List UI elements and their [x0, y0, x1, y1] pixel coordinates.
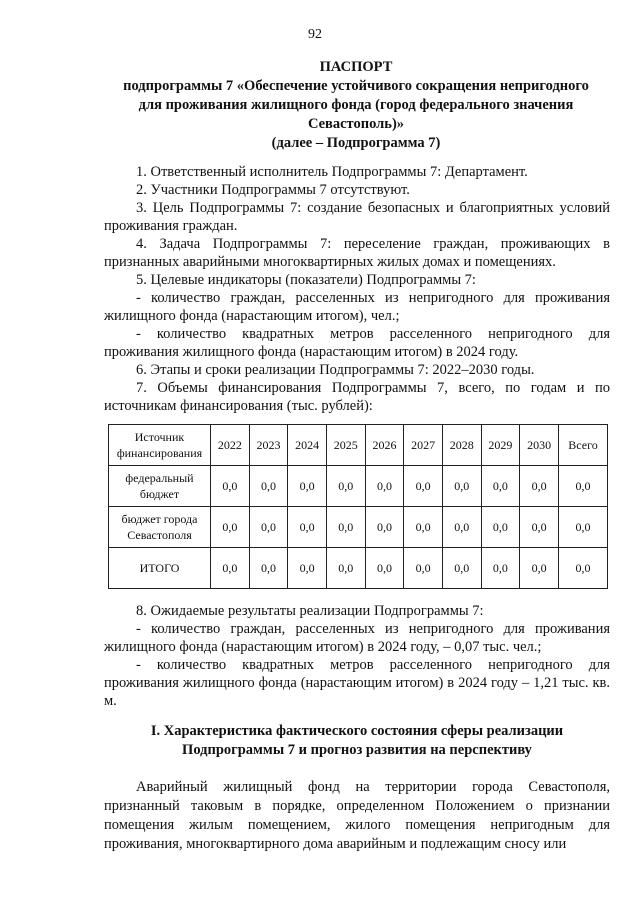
table-cell: 0,0: [520, 507, 559, 548]
item-2: 2. Участники Подпрограммы 7 отсутствуют.: [136, 182, 410, 198]
body-paragraph: Аварийный жилищный фонд на территории города Севастополя, признанный таковым в порядке, определенном Положением о признании помещения жилым помещением, жилого помещения непригодным для проживания, многоквартирного дома аварийным и подлежащим сносу или: [104, 779, 610, 852]
row-source: федеральный бюджет: [109, 466, 211, 507]
table-cell: 0,0: [326, 548, 365, 589]
item-8-result-a: - количество граждан, расселенных из непригодного для проживания жилищного фонда (нарастающим итогом) в 2024 году, – 0,07 тыс. чел.;: [104, 621, 610, 655]
table-cell: 0,0: [520, 466, 559, 507]
header-year-2030: 2030: [520, 425, 559, 466]
header-source: Источник финансирования: [109, 425, 211, 466]
item-4: 4. Задача Подпрограммы 7: переселение граждан, проживающих в признанных аварийными многоквартирных жилых домах и помещениях.: [104, 236, 610, 270]
table-cell: 0,0: [404, 466, 443, 507]
table-cell: 0,0: [249, 548, 288, 589]
row-source: бюджет города Севастополя: [109, 507, 211, 548]
title-line-2: подпрограммы 7 «Обеспечение устойчивого сокращения непригодного: [123, 78, 589, 94]
table-cell: 0,0: [249, 466, 288, 507]
table-cell: 0,0: [404, 548, 443, 589]
item-7: 7. Объемы финансирования Подпрограммы 7, всего, по годам и по источникам финансирования (тыс. рублей):: [104, 380, 610, 414]
table-cell-total: 0,0: [559, 466, 608, 507]
table-cell: 0,0: [288, 548, 327, 589]
table-cell: 0,0: [288, 507, 327, 548]
table-row: [109, 466, 608, 507]
table-cell: 0,0: [211, 548, 250, 589]
table-cell: 0,0: [326, 507, 365, 548]
section-heading: [104, 722, 610, 760]
table-cell: 0,0: [520, 548, 559, 589]
financing-table: [108, 424, 608, 589]
item-5-indicator-b: - количество квадратных метров расселенного непригодного для проживания жилищного фонда (нарастающим итогом) в 2024 году.: [104, 326, 610, 360]
item-8-result-b: - количество квадратных метров расселенного непригодного для проживания жилищного фонда (нарастающим итогом) в 2024 году – 1,21 тыс. кв. м.: [104, 657, 610, 709]
header-year-2027: 2027: [404, 425, 443, 466]
table-cell: 0,0: [365, 466, 404, 507]
header-year-2022: 2022: [211, 425, 250, 466]
header-year-2028: 2028: [442, 425, 481, 466]
table-cell: 0,0: [365, 507, 404, 548]
header-year-2024: 2024: [288, 425, 327, 466]
item-8: 8. Ожидаемые результаты реализации Подпрограммы 7:: [136, 603, 484, 619]
table-cell: 0,0: [442, 466, 481, 507]
header-year-2023: 2023: [249, 425, 288, 466]
table-cell-total: 0,0: [559, 548, 608, 589]
table-cell-total: 0,0: [559, 507, 608, 548]
table-cell: 0,0: [249, 507, 288, 548]
table-cell: 0,0: [404, 507, 443, 548]
header-year-2026: 2026: [365, 425, 404, 466]
page-number: 92: [308, 27, 322, 42]
title-line-5: (далее – Подпрограмма 7): [271, 135, 441, 151]
title-line-1: ПАСПОРТ: [319, 59, 393, 75]
table-cell: 0,0: [211, 507, 250, 548]
title-line-4: Севастополь)»: [307, 116, 405, 132]
table-row-total: [109, 548, 608, 589]
table-cell: 0,0: [326, 466, 365, 507]
header-total: Всего: [559, 425, 608, 466]
header-year-2029: 2029: [481, 425, 520, 466]
item-6: 6. Этапы и сроки реализации Подпрограммы 7: 2022–2030 годы.: [136, 362, 535, 378]
item-5: 5. Целевые индикаторы (показатели) Подпрограммы 7:: [136, 272, 476, 288]
row-source: ИТОГО: [109, 548, 211, 589]
table-cell: 0,0: [481, 548, 520, 589]
table-cell: 0,0: [481, 507, 520, 548]
table-cell: 0,0: [442, 507, 481, 548]
title-line-3: для проживания жилищного фонда (город федерального значения: [138, 97, 574, 113]
table-row: [109, 507, 608, 548]
header-year-2025: 2025: [326, 425, 365, 466]
table-cell: 0,0: [442, 548, 481, 589]
table-header-row: [109, 425, 608, 466]
section-heading-line-2: Подпрограммы 7 и прогноз развития на перспективу: [182, 742, 532, 758]
item-5-indicator-a: - количество граждан, расселенных из непригодного для проживания жилищного фонда (нарастающим итогом), чел.;: [104, 290, 610, 324]
section-heading-line-1: I. Характеристика фактического состояния сферы реализации: [150, 723, 564, 739]
item-3: 3. Цель Подпрограммы 7: создание безопасных и благоприятных условий проживания граждан.: [104, 200, 610, 234]
table-cell: 0,0: [211, 466, 250, 507]
passport-title: [100, 58, 612, 153]
table-cell: 0,0: [481, 466, 520, 507]
table-cell: 0,0: [288, 466, 327, 507]
item-1: 1. Ответственный исполнитель Подпрограммы 7: Департамент.: [136, 164, 528, 180]
table-cell: 0,0: [365, 548, 404, 589]
